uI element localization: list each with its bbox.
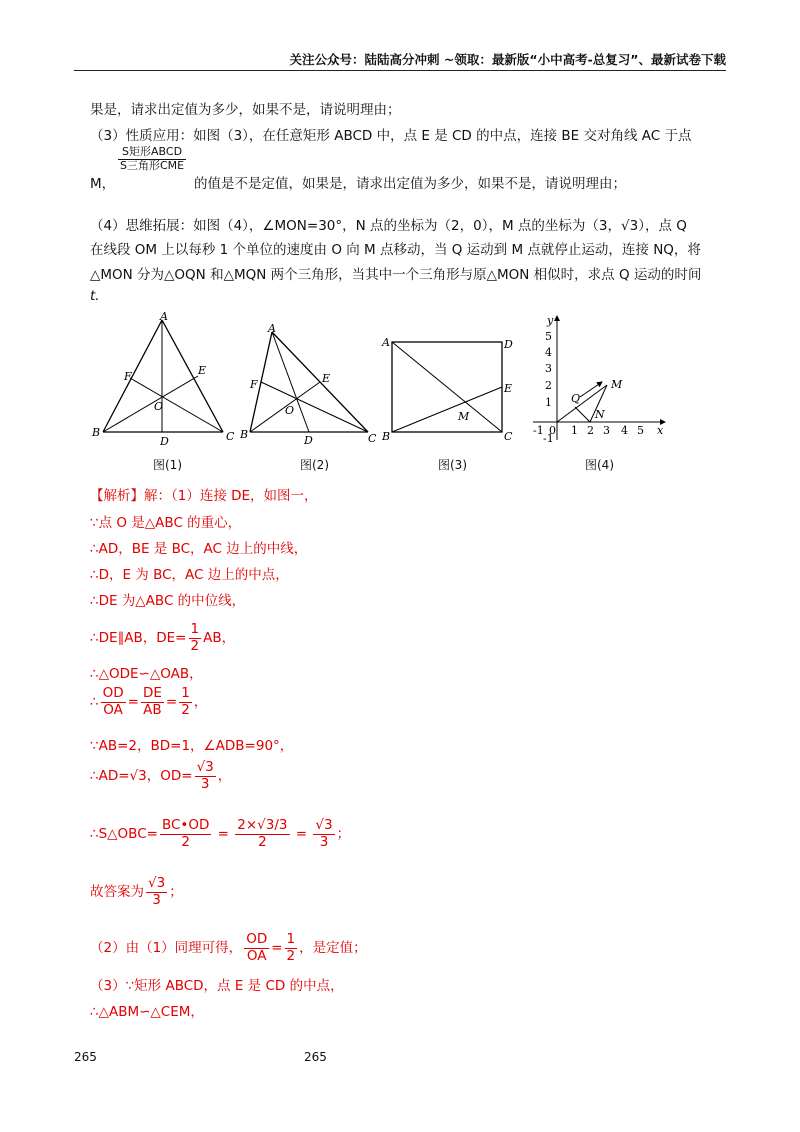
- area-frac-3-den: 3: [319, 833, 329, 850]
- problem-line-3-suffix: 的值是不是定值，如果是，请求出定值为多少，如果不是，请说明理由；: [194, 176, 626, 192]
- f1-label-C: C: [226, 430, 235, 443]
- solution-line-12: 故答案为 $\frac{√3}{3}$ ；: [90, 875, 183, 908]
- od-value-fraction: [195, 760, 216, 792]
- oa-denominator: OA: [103, 701, 123, 718]
- solution-line-3: ∴AD，BE 是 BC，AC 边上的中线，: [90, 541, 308, 557]
- area-frac-2-den: 2: [258, 833, 267, 850]
- f1-label-F: F: [124, 370, 132, 383]
- f1-label-E: E: [198, 364, 207, 377]
- ratio-de-ab: [141, 686, 164, 718]
- solution-line-2: ∵点 O 是△ABC 的重心，: [90, 515, 242, 531]
- solution-line-7: ∴△ODE∽△OAB，: [90, 666, 203, 682]
- f4-xtick-5: 5: [637, 424, 644, 437]
- problem-line-5: 在线段 OM 上以每秒 1 个单位的速度由 O 向 M 点移动，当 Q 运动到 M 点就停止运动，连接 NQ，将: [90, 242, 701, 258]
- f4-ytick-3: 3: [545, 362, 552, 375]
- f3-label-E: E: [504, 382, 513, 395]
- solution-line-13: （2）由（1）同理可得， $\frac{OD}{OA}$ = $\frac{1}{2}$ ，是定值；: [90, 931, 367, 964]
- ab-denominator: AB: [143, 701, 162, 718]
- solution-line-10: ∴AD=√3，OD= $\frac{√3}{3}$ ，: [90, 759, 232, 792]
- area-ratio-fraction: [118, 146, 186, 172]
- one-numerator: 1: [181, 685, 190, 701]
- area-frac-1: [160, 818, 211, 850]
- half-denominator: 2: [190, 637, 200, 654]
- f3-label-C: C: [504, 430, 513, 443]
- f1-label-O: O: [154, 400, 164, 413]
- solution-line-5: ∴DE 为△ABC 的中位线，: [90, 593, 246, 609]
- f3-label-A: A: [382, 336, 390, 349]
- f4-xtick-neg1: -1: [533, 424, 544, 437]
- figure-2: [240, 320, 380, 450]
- f2-label-A: A: [268, 322, 276, 335]
- od-value-numerator: √3: [196, 759, 214, 775]
- f3-label-B: B: [382, 430, 391, 443]
- f4-label-M: M: [611, 378, 623, 391]
- therefore-symbol: ∴: [90, 694, 99, 711]
- f2-label-B: B: [240, 428, 249, 441]
- header-rule: [74, 70, 726, 71]
- f4-origin: 0: [549, 424, 556, 437]
- f4-axis-y-label: y: [547, 314, 554, 327]
- area-frac-1-den: 2: [181, 833, 190, 850]
- f1-label-A: A: [160, 310, 168, 323]
- area-ratio-denominator: S三角形CME: [120, 158, 185, 172]
- figure-3: [380, 330, 520, 445]
- page-number-left: 265: [74, 1050, 97, 1064]
- area-frac-3: [313, 818, 334, 850]
- answer-denominator: 3: [152, 891, 161, 908]
- problem-line-6: △MON 分为△OQN 和△MQN 两个三角形，当其中一个三角形与原△MON 相似时，求点 Q 运动的时间: [90, 267, 702, 283]
- area-frac-3-num: √3: [315, 817, 333, 833]
- f4-xtick-4: 4: [621, 424, 628, 437]
- f1-label-D: D: [160, 435, 169, 448]
- solution-line-14: （3）∵矩形 ABCD，点 E 是 CD 的中点，: [90, 978, 344, 994]
- problem-line-1: 果是，请求出定值为多少，如果不是，请说明理由；: [90, 102, 401, 118]
- area-frac-2-num: 2×√3/3: [237, 817, 288, 833]
- f4-xtick-3: 3: [603, 424, 610, 437]
- f4-ytick-4: 4: [545, 346, 552, 359]
- od-numerator: OD: [102, 685, 124, 701]
- figure-1: [88, 310, 248, 450]
- solution-line-1: 【解析】解：（1）连接 DE，如图一，: [90, 488, 318, 504]
- de-numerator: DE: [142, 685, 162, 701]
- f4-label-N: N: [595, 408, 605, 421]
- f2-label-F: F: [250, 378, 258, 391]
- area-obc-label: ∴S△OBC=: [90, 826, 158, 843]
- page-header: 关注公众号：陆陆高分冲刺 ~领取：最新版“小中高考-总复习”、最新试卷下载: [289, 52, 726, 67]
- half-fraction-2: [285, 932, 298, 964]
- f4-ytick-2: 2: [545, 379, 552, 392]
- f4-ytick-1: 1: [545, 396, 552, 409]
- sqrt3-value: √3: [621, 218, 639, 234]
- f2-label-C: C: [368, 432, 377, 445]
- answer-numerator: √3: [148, 875, 166, 891]
- f4-xtick-2: 2: [587, 424, 594, 437]
- figure-4: [525, 310, 670, 450]
- figure-2-caption: 图(2): [300, 458, 329, 472]
- area-ratio-numerator: S矩形ABCD: [118, 146, 186, 160]
- f3-label-M: M: [458, 410, 470, 423]
- solution-line-4: ∴D，E 为 BC，AC 边上的中点，: [90, 567, 289, 583]
- f2-label-E: E: [322, 372, 331, 385]
- area-frac-2: [235, 818, 289, 850]
- solution-line-15: ∴△ABM∽△CEM，: [90, 1004, 204, 1020]
- answer-fraction: [146, 876, 167, 908]
- problem-line-4a: （4）思维拓展：如图（4），∠MON=30°，N 点的坐标为（2，0），M 点的坐标为（3，: [90, 218, 621, 234]
- f4-label-Q: Q: [571, 392, 581, 405]
- half-2-numerator: 1: [286, 931, 296, 947]
- page-number-center: 265: [304, 1050, 327, 1064]
- f2-label-O: O: [285, 404, 295, 417]
- area-frac-1-num: BC•OD: [161, 817, 210, 833]
- solution-line-6b: AB，: [203, 630, 236, 647]
- ratio-od-oa: [101, 686, 126, 718]
- ratio-half: [179, 686, 192, 718]
- solution-line-13a: （2）由（1）同理可得，: [90, 940, 243, 957]
- half-numerator: 1: [190, 621, 200, 637]
- solution-line-13b: ，是定值；: [299, 940, 367, 957]
- f4-ytick-5: 5: [545, 330, 552, 343]
- f4-xtick-1: 1: [571, 424, 578, 437]
- problem-line-2: （3）性质应用：如图（3），在任意矩形 ABCD 中，点 E 是 CD 的中点，连接 BE 交对角线 AC 于点: [90, 128, 692, 144]
- solution-line-8: ∴ $\frac{OD}{OA}$ = $\frac{DE}{AB}$ = $\frac{1}{2}$ ，: [90, 685, 208, 718]
- problem-line-4b: ），点 Q: [638, 218, 687, 234]
- solution-line-9: ∵AB=2，BD=1，∠ADB=90°，: [90, 738, 294, 754]
- figure-4-caption: 图(4): [585, 458, 614, 472]
- problem-line-7: t.: [90, 288, 100, 304]
- problem-line-3-prefix: M，: [90, 176, 116, 192]
- solution-line-6a: ∴DE∥AB，DE=: [90, 630, 187, 647]
- od-oa-numerator: OD: [246, 931, 268, 947]
- od-value-denominator: 3: [200, 775, 210, 792]
- problem-line-4: [90, 214, 687, 234]
- od-oa-denominator: OA: [246, 947, 267, 964]
- half-fraction: [189, 622, 202, 654]
- half-2-denominator: 2: [286, 947, 296, 964]
- figure-3-caption: 图(3): [438, 458, 467, 472]
- solution-line-6: [90, 622, 235, 654]
- two-denominator: 2: [181, 701, 190, 718]
- f3-label-D: D: [504, 338, 513, 351]
- figure-1-caption: 图(1): [153, 458, 182, 472]
- od-oa-fraction: [244, 932, 269, 964]
- f4-axis-x-label: x: [657, 424, 664, 437]
- answer-prefix: 故答案为: [90, 884, 144, 901]
- f2-label-D: D: [304, 434, 313, 447]
- f4-ytick-neg1: -1: [543, 432, 554, 445]
- solution-line-10a: ∴AD=√3，OD=: [90, 768, 193, 785]
- solution-line-11: ∴S△OBC= $\frac{BC•OD}{2}$ = $\frac{2\times√3/3}{2}$ = $\frac{√3}{3}$ ；: [90, 817, 351, 850]
- f1-label-B: B: [92, 426, 101, 439]
